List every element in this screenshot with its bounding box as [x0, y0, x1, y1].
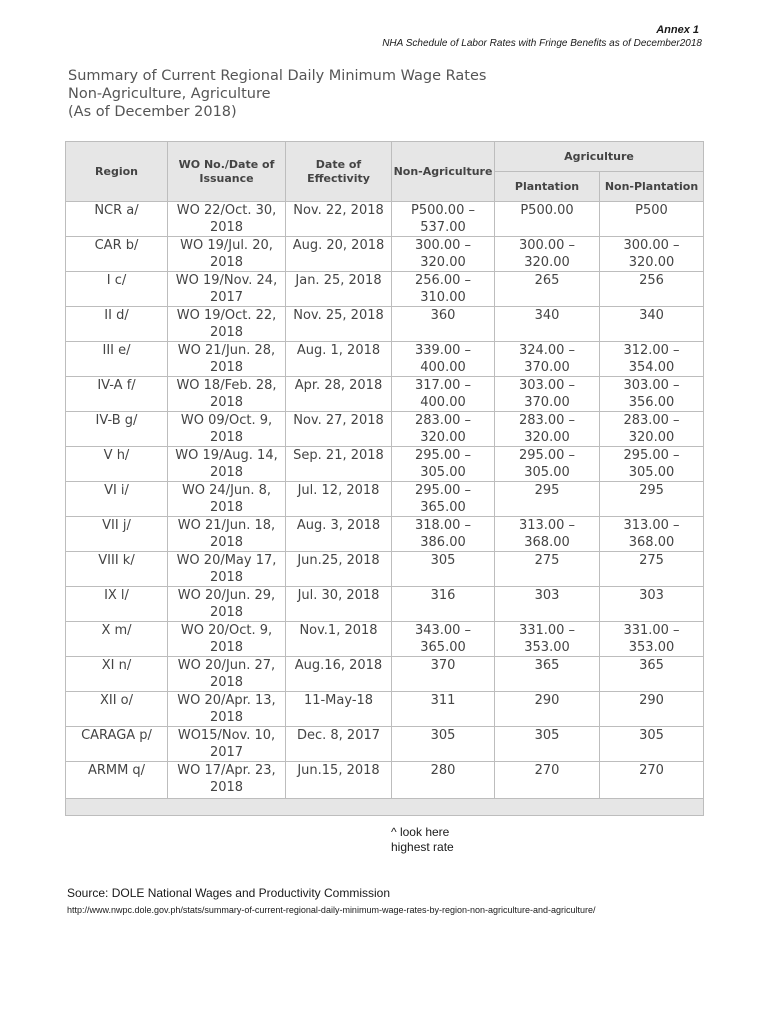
cell-nonag: 256.00 – 310.00 [392, 272, 495, 307]
cell-nonag: 318.00 – 386.00 [392, 517, 495, 552]
cell-wo: WO 19/Aug. 14, 2018 [168, 447, 286, 482]
cell-wo: WO 09/Oct. 9, 2018 [168, 412, 286, 447]
cell-region: X m/ [66, 622, 168, 657]
cell-date: Nov. 25, 2018 [286, 307, 392, 342]
cell-plantation: 305 [495, 727, 600, 762]
cell-wo: WO 22/Oct. 30, 2018 [168, 202, 286, 237]
cell-nonplantation: 365 [600, 657, 704, 692]
table-row [66, 307, 704, 342]
cell-date: Aug. 20, 2018 [286, 237, 392, 272]
cell-wo: WO 17/Apr. 23, 2018 [168, 762, 286, 799]
cell-plantation: 295.00 – 305.00 [495, 447, 600, 482]
source-text: Source: DOLE National Wages and Productivity Commission [67, 886, 391, 900]
cell-wo: WO 21/Jun. 28, 2018 [168, 342, 286, 377]
cell-date: 11-May-18 [286, 692, 392, 727]
cell-nonag: 305 [392, 727, 495, 762]
cell-nonag: 295.00 – 365.00 [392, 482, 495, 517]
table-row [66, 342, 704, 377]
cell-nonplantation: 312.00 – 354.00 [600, 342, 704, 377]
cell-nonplantation: 270 [600, 762, 704, 799]
cell-plantation: 300.00 – 320.00 [495, 237, 600, 272]
table-row [66, 482, 704, 517]
cell-nonag: 360 [392, 307, 495, 342]
header-nonag: Non-Agriculture [392, 142, 495, 202]
cell-region: IV-B g/ [66, 412, 168, 447]
cell-region: III e/ [66, 342, 168, 377]
table-row [66, 657, 704, 692]
cell-plantation: 275 [495, 552, 600, 587]
cell-date: Jan. 25, 2018 [286, 272, 392, 307]
cell-wo: WO 20/Apr. 13, 2018 [168, 692, 286, 727]
cell-nonag: 283.00 – 320.00 [392, 412, 495, 447]
cell-plantation: 290 [495, 692, 600, 727]
highest-rate-note [391, 825, 454, 855]
header-plantation: Plantation [495, 172, 600, 202]
table-row [66, 412, 704, 447]
cell-plantation: 283.00 – 320.00 [495, 412, 600, 447]
header-region: Region [66, 142, 168, 202]
cell-nonag: 280 [392, 762, 495, 799]
table-row [66, 447, 704, 482]
table-row [66, 237, 704, 272]
cell-wo: WO15/Nov. 10, 2017 [168, 727, 286, 762]
cell-wo: WO 20/Oct. 9, 2018 [168, 622, 286, 657]
cell-nonplantation: 283.00 – 320.00 [600, 412, 704, 447]
cell-nonag: 343.00 – 365.00 [392, 622, 495, 657]
table-row [66, 727, 704, 762]
cell-nonplantation: 295 [600, 482, 704, 517]
cell-nonag: 305 [392, 552, 495, 587]
table-row [66, 762, 704, 799]
cell-plantation: 365 [495, 657, 600, 692]
cell-wo: WO 19/Nov. 24, 2017 [168, 272, 286, 307]
cell-nonplantation: 340 [600, 307, 704, 342]
cell-nonag: 316 [392, 587, 495, 622]
cell-plantation: 295 [495, 482, 600, 517]
cell-plantation: 303 [495, 587, 600, 622]
cell-date: Nov.1, 2018 [286, 622, 392, 657]
table-body [66, 202, 704, 799]
cell-nonag: 339.00 – 400.00 [392, 342, 495, 377]
cell-region: NCR a/ [66, 202, 168, 237]
cell-plantation: 331.00 – 353.00 [495, 622, 600, 657]
cell-wo: WO 24/Jun. 8, 2018 [168, 482, 286, 517]
cell-nonag: 300.00 – 320.00 [392, 237, 495, 272]
cell-region: CAR b/ [66, 237, 168, 272]
title-line-3: (As of December 2018) [68, 104, 237, 120]
cell-date: Aug.16, 2018 [286, 657, 392, 692]
cell-nonag: 370 [392, 657, 495, 692]
document-title [68, 67, 486, 121]
cell-nonag: 311 [392, 692, 495, 727]
cell-region: I c/ [66, 272, 168, 307]
cell-wo: WO 20/Jun. 29, 2018 [168, 587, 286, 622]
cell-nonag: P500.00 – 537.00 [392, 202, 495, 237]
table-row [66, 552, 704, 587]
cell-date: Jul. 30, 2018 [286, 587, 392, 622]
table-row [66, 377, 704, 412]
cell-nonplantation: 303 [600, 587, 704, 622]
source-url[interactable]: http://www.nwpc.dole.gov.ph/stats/summary-of-current-regional-daily-minimum-wage-rates-by-region-non-agriculture-and-agriculture/ [67, 905, 596, 915]
cell-region: VIII k/ [66, 552, 168, 587]
cell-nonag: 317.00 – 400.00 [392, 377, 495, 412]
cell-region: IV-A f/ [66, 377, 168, 412]
cell-wo: WO 21/Jun. 18, 2018 [168, 517, 286, 552]
cell-nonplantation: 290 [600, 692, 704, 727]
cell-region: ARMM q/ [66, 762, 168, 799]
table-row [66, 622, 704, 657]
annex-subtitle: NHA Schedule of Labor Rates with Fringe Benefits as of December2018 [382, 38, 702, 49]
cell-nonplantation: 305 [600, 727, 704, 762]
wage-table [65, 141, 704, 816]
annex-label: Annex 1 [656, 24, 699, 36]
table-row [66, 587, 704, 622]
header-date: Date of Effectivity [286, 142, 392, 202]
title-line-2: Non-Agriculture, Agriculture [68, 86, 271, 102]
cell-nonplantation: 331.00 – 353.00 [600, 622, 704, 657]
cell-region: XI n/ [66, 657, 168, 692]
cell-date: Aug. 3, 2018 [286, 517, 392, 552]
cell-wo: WO 19/Jul. 20, 2018 [168, 237, 286, 272]
header-wo: WO No./Date of Issuance [168, 142, 286, 202]
cell-wo: WO 20/May 17, 2018 [168, 552, 286, 587]
cell-nonplantation: 303.00 – 356.00 [600, 377, 704, 412]
header-nonplantation: Non-Plantation [600, 172, 704, 202]
cell-nonplantation: 295.00 – 305.00 [600, 447, 704, 482]
cell-plantation: 270 [495, 762, 600, 799]
cell-region: II d/ [66, 307, 168, 342]
cell-date: Apr. 28, 2018 [286, 377, 392, 412]
cell-plantation: 340 [495, 307, 600, 342]
cell-plantation: 313.00 – 368.00 [495, 517, 600, 552]
cell-plantation: P500.00 [495, 202, 600, 237]
cell-plantation: 265 [495, 272, 600, 307]
cell-plantation: 303.00 – 370.00 [495, 377, 600, 412]
cell-date: Sep. 21, 2018 [286, 447, 392, 482]
cell-wo: WO 18/Feb. 28, 2018 [168, 377, 286, 412]
cell-date: Jul. 12, 2018 [286, 482, 392, 517]
cell-date: Aug. 1, 2018 [286, 342, 392, 377]
cell-region: V h/ [66, 447, 168, 482]
cell-region: IX l/ [66, 587, 168, 622]
cell-wo: WO 20/Jun. 27, 2018 [168, 657, 286, 692]
table-row [66, 692, 704, 727]
note-line-2: highest rate [391, 840, 454, 854]
cell-date: Jun.15, 2018 [286, 762, 392, 799]
cell-date: Nov. 22, 2018 [286, 202, 392, 237]
note-line-1: ^ look here [391, 825, 450, 839]
cell-region: XII o/ [66, 692, 168, 727]
cell-nonag: 295.00 – 305.00 [392, 447, 495, 482]
cell-nonplantation: 256 [600, 272, 704, 307]
cell-region: CARAGA p/ [66, 727, 168, 762]
cell-nonplantation: 300.00 – 320.00 [600, 237, 704, 272]
cell-nonplantation: P500 [600, 202, 704, 237]
table-row [66, 202, 704, 237]
cell-region: VII j/ [66, 517, 168, 552]
cell-date: Nov. 27, 2018 [286, 412, 392, 447]
table-row [66, 272, 704, 307]
title-line-1: Summary of Current Regional Daily Minimum Wage Rates [68, 68, 487, 84]
cell-nonplantation: 313.00 – 368.00 [600, 517, 704, 552]
cell-date: Dec. 8, 2017 [286, 727, 392, 762]
table-footer-row [66, 799, 704, 816]
cell-region: VI i/ [66, 482, 168, 517]
table-row [66, 517, 704, 552]
cell-date: Jun.25, 2018 [286, 552, 392, 587]
cell-plantation: 324.00 – 370.00 [495, 342, 600, 377]
cell-nonplantation: 275 [600, 552, 704, 587]
cell-wo: WO 19/Oct. 22, 2018 [168, 307, 286, 342]
header-agriculture: Agriculture [495, 142, 704, 172]
